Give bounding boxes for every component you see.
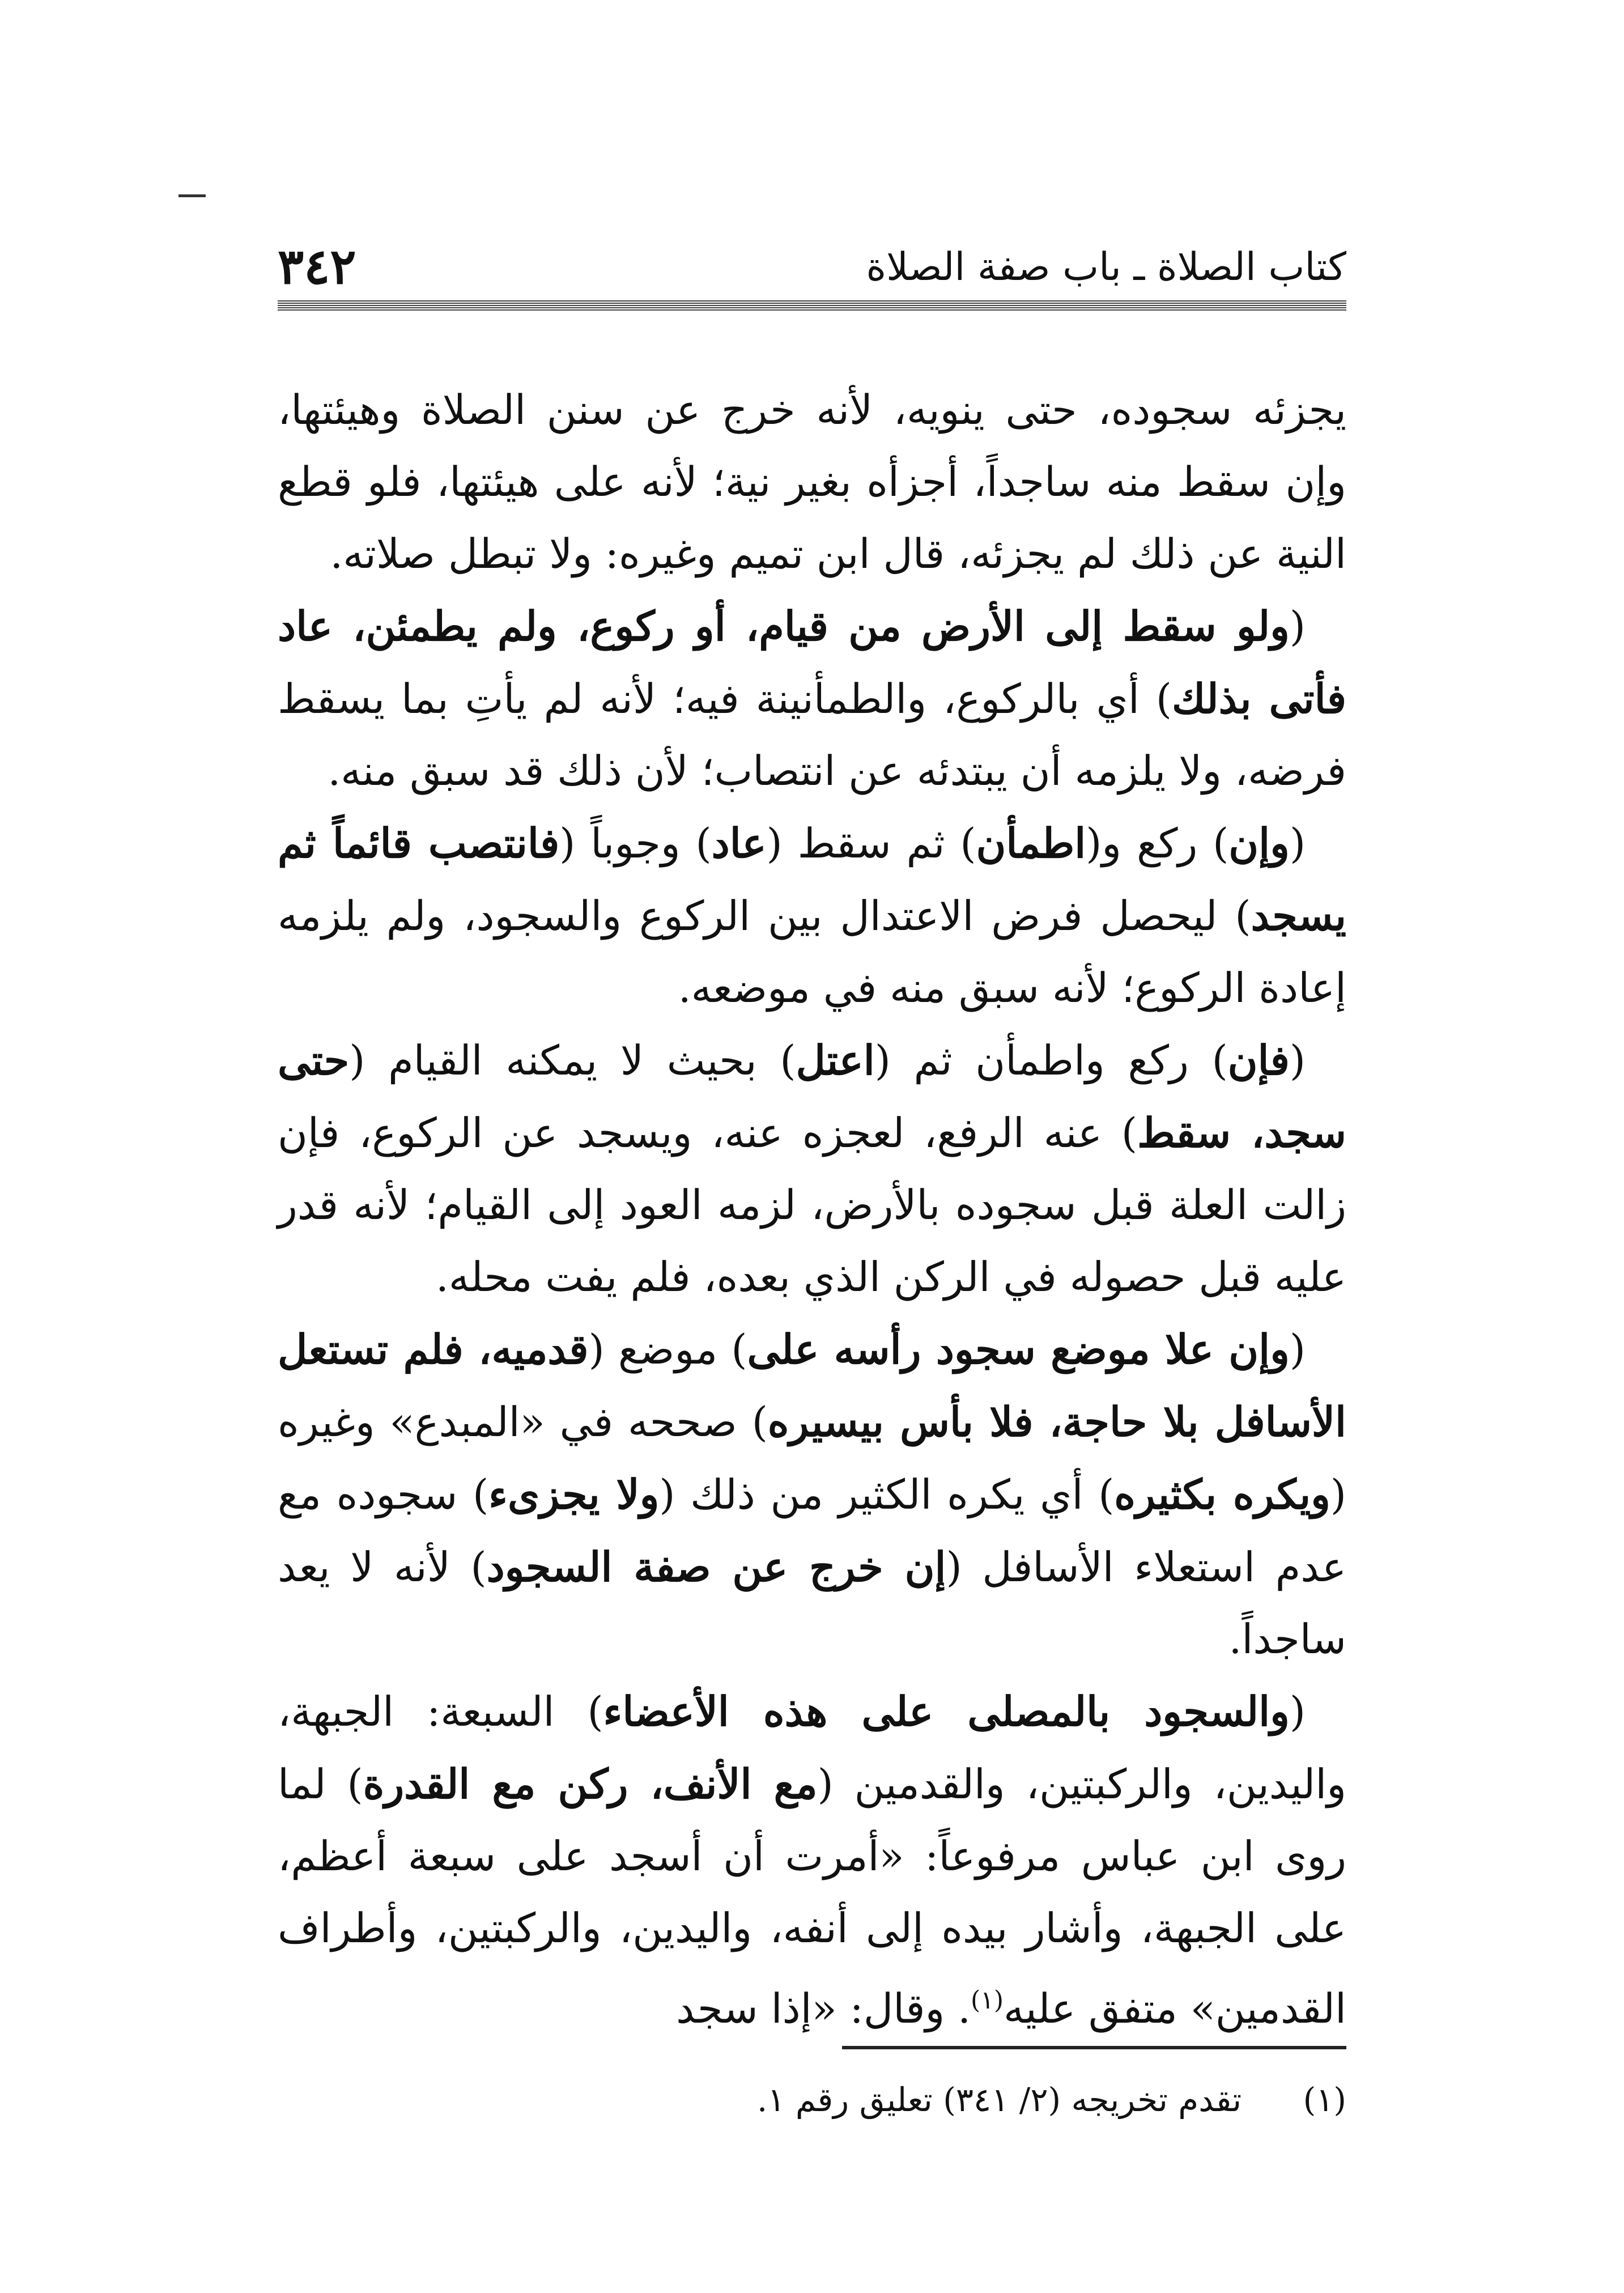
bold-segment: إن خرج عن صفة السجود — [486, 1543, 946, 1591]
text-segment: ) موضع ( — [588, 1326, 747, 1373]
footnote — [278, 2077, 1346, 2122]
bold-segment: فانتصب قائماً ثم يسجد — [278, 819, 1346, 940]
text-segment: . وقال: «إذا سجد — [676, 1985, 971, 2032]
text-segment: ) ليحصل فرض الاعتدال بين الركوع والسجود، ولم يلزمه إعادة الركوع؛ لأنه سبق منه في موضعه. — [278, 892, 1346, 1012]
text-segment: ) أي يكره الكثير من ذلك ( — [659, 1471, 1115, 1518]
bold-segment: مع الأنف، ركن مع القدرة — [363, 1760, 818, 1808]
footnote-marker: (١) — [1303, 2080, 1346, 2119]
text-segment: ) ثم سقط ( — [766, 819, 976, 867]
main-text — [278, 374, 1346, 2045]
bold-segment: فإن — [1227, 1036, 1290, 1084]
header-rule — [278, 299, 1346, 311]
bold-segment: ولو سقط إلى الأرض من قيام، أو ركوع، ولم يطمئن، عاد فأتى بذلك — [278, 602, 1347, 723]
bold-segment: ويكره بكثيره — [1114, 1470, 1330, 1518]
text-segment: ( — [1289, 819, 1306, 867]
footnote-rule — [842, 2046, 1346, 2049]
text-segment: ( — [1289, 1326, 1306, 1373]
bold-segment: وإن علا موضع سجود رأسه على — [747, 1325, 1290, 1373]
bold-segment: قدميه، فلم تستعل الأسافل بلا حاجة، فلا بأس بيسيره — [278, 1325, 1346, 1446]
text-segment: ) السبعة: الجبهة، واليدين، والركبتين، والقدمين ( — [278, 1688, 1346, 1808]
paragraph — [278, 590, 1346, 807]
text-segment: ( — [1289, 1037, 1306, 1084]
text-segment: ) ركع واطمأن ثم ( — [874, 1037, 1228, 1084]
text-segment: ) عنه الرفع، لعجزه عنه، ويسجد عن الركوع، فإن زالت العلة قبل سجوده بالأرض، لزمه العود إلى القيام؛ لأنه قدر عليه قبل حصوله في الركن الذي بعده، فلم يفت محله. — [278, 1109, 1346, 1301]
corner-mark — [178, 194, 206, 197]
text-segment: ( — [1289, 602, 1306, 650]
text-segment: ) وجوباً ( — [559, 819, 712, 867]
text-segment: ) لأنه لا يعد ساجداً. — [278, 1543, 1346, 1663]
paragraph — [278, 1024, 1346, 1313]
bold-segment: عاد — [711, 819, 767, 867]
paragraph — [278, 1313, 1346, 1675]
footnote-reference: (١) — [971, 1986, 1004, 2015]
page-header — [278, 232, 1346, 295]
footnote-text: تقدم تخريجه (٢/ ٣٤١) تعليق رقم ١. — [756, 2080, 1242, 2119]
text-segment: ) بحيث لا يمكنه القيام ( — [349, 1037, 796, 1084]
paragraph — [278, 807, 1346, 1024]
text-segment: ) صححه في «المبدع» وغيره ( — [278, 1398, 1346, 1518]
bold-segment: ولا يجزىء — [488, 1470, 660, 1518]
bold-segment: اعتل — [796, 1036, 875, 1084]
running-title: كتاب الصلاة ـ باب صفة الصلاة — [866, 245, 1346, 290]
text-segment: ) ركع و( — [1086, 819, 1229, 867]
text-segment: ) سجوده مع عدم استعلاء الأسافل ( — [278, 1471, 1347, 1591]
text-segment: يجزئه سجوده، حتى ينويه، لأنه خرج عن سنن الصلاة وهيئتها، وإن سقط منه ساجداً، أجزأه بغير نية؛ لأنه على هيئتها، فلو قطع النية عن ذلك لم يجزئه، قال ابن تميم وغيره: ولا تبطل صلاته. — [278, 386, 1346, 578]
bold-segment: حتى سجد، سقط — [278, 1036, 1347, 1157]
text-segment: ( — [1289, 1688, 1306, 1735]
bold-segment: وإن — [1228, 819, 1290, 867]
text-segment: ) أي بالركوع، والطمأنينة فيه؛ لأنه لم يأتِ بما يسقط فرضه، ولا يلزمه أن يبتدئه عن انتصاب؛ لأن ذلك قد سبق منه. — [278, 675, 1346, 795]
page-number: ٣٤٢ — [278, 238, 356, 295]
bold-segment: والسجود بالمصلى على هذه الأعضاء — [603, 1687, 1290, 1735]
bold-segment: اطمأن — [976, 819, 1086, 867]
text-segment: ) لما روى ابن عباس مرفوعاً: «أمرت أن أسجد على سبعة أعظم، على الجبهة، وأشار بيده إلى أنفه، واليدين، والركبتين، وأطراف القدمين» متفق عليه — [278, 1760, 1346, 2032]
paragraph — [278, 374, 1346, 590]
paragraph — [278, 1675, 1346, 2045]
